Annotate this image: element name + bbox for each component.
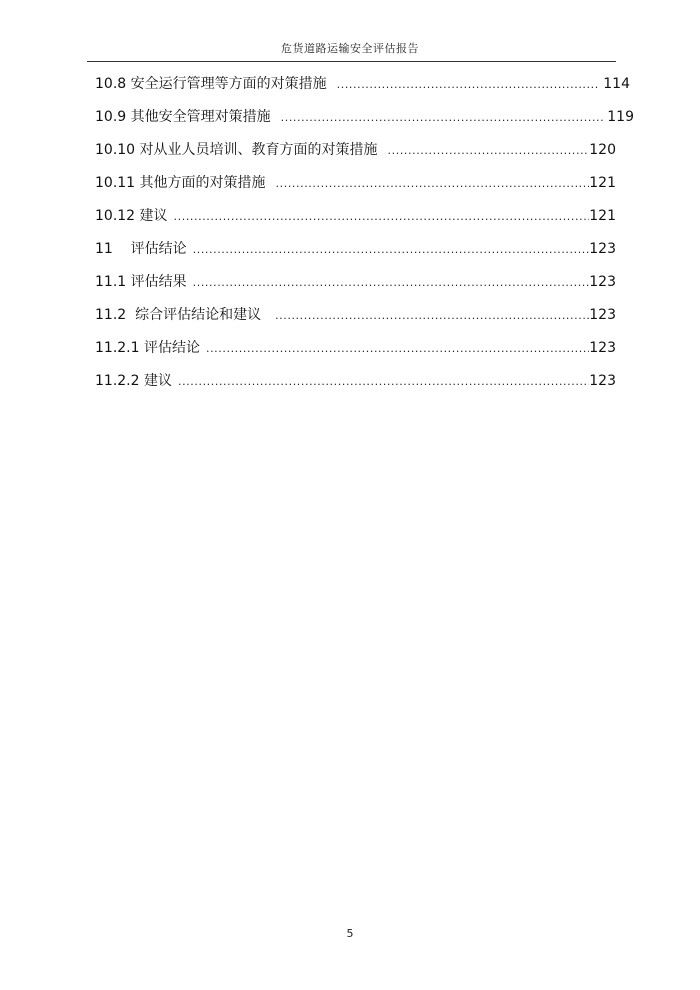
toc-entry[interactable] (95, 103, 634, 131)
page-number: 5 (346, 927, 354, 940)
toc-entry-page: 123 (589, 373, 616, 389)
toc-entry-page: 120 (589, 142, 616, 158)
toc-entry[interactable] (95, 70, 630, 98)
toc-entry-page: 123 (589, 241, 616, 257)
toc-entry-page: 123 (589, 340, 616, 356)
toc-entry-label: 10.10 对从业人员培训、教育方面的对策措施 (95, 142, 378, 158)
toc-entry-label: 10.12 建议 (95, 208, 168, 224)
page-header: 危货道路运输安全评估报告 (281, 42, 419, 55)
toc-entry[interactable] (95, 301, 616, 329)
toc-entry-page: 121 (589, 208, 616, 224)
toc-entry-label: 10.9 其他安全管理对策措施 (95, 109, 271, 125)
toc-entry-label: 11.2 综合评估结论和建议 (95, 307, 262, 323)
toc-entry[interactable] (95, 169, 616, 197)
toc-entry-page: 123 (589, 274, 616, 290)
toc-leader-dots (388, 137, 590, 165)
toc-leader-dots (193, 236, 590, 264)
toc-entry-label: 11 评估结论 (95, 241, 187, 257)
toc-entry-label: 11.2.2 建议 (95, 373, 172, 389)
toc-entry-label: 11.2.1 评估结论 (95, 340, 200, 356)
toc-entry-label: 11.1 评估结果 (95, 274, 187, 290)
toc-entry-label: 10.8 安全运行管理等方面的对策措施 (95, 76, 327, 92)
toc-entry[interactable] (95, 136, 616, 164)
toc-entry[interactable] (95, 334, 616, 362)
toc-entry[interactable] (95, 367, 616, 395)
toc-entry-page: 121 (589, 175, 616, 191)
toc-entry-page: 123 (589, 307, 616, 323)
toc-leader-dots (276, 170, 590, 198)
toc-leader-dots (174, 203, 590, 231)
toc-entry-page: 119 (607, 109, 634, 125)
table-of-contents (0, 70, 700, 400)
toc-entry-label: 10.11 其他方面的对策措施 (95, 175, 266, 191)
toc-entry[interactable] (95, 202, 616, 230)
toc-leader-dots (281, 104, 604, 132)
toc-entry-page: 114 (603, 76, 630, 92)
toc-entry[interactable] (95, 268, 616, 296)
header-divider (87, 61, 616, 62)
toc-leader-dots (337, 71, 600, 99)
toc-leader-dots (193, 269, 590, 297)
toc-leader-dots (178, 368, 589, 396)
toc-leader-dots (275, 302, 589, 330)
toc-leader-dots (206, 335, 589, 363)
toc-entry[interactable] (95, 235, 616, 263)
